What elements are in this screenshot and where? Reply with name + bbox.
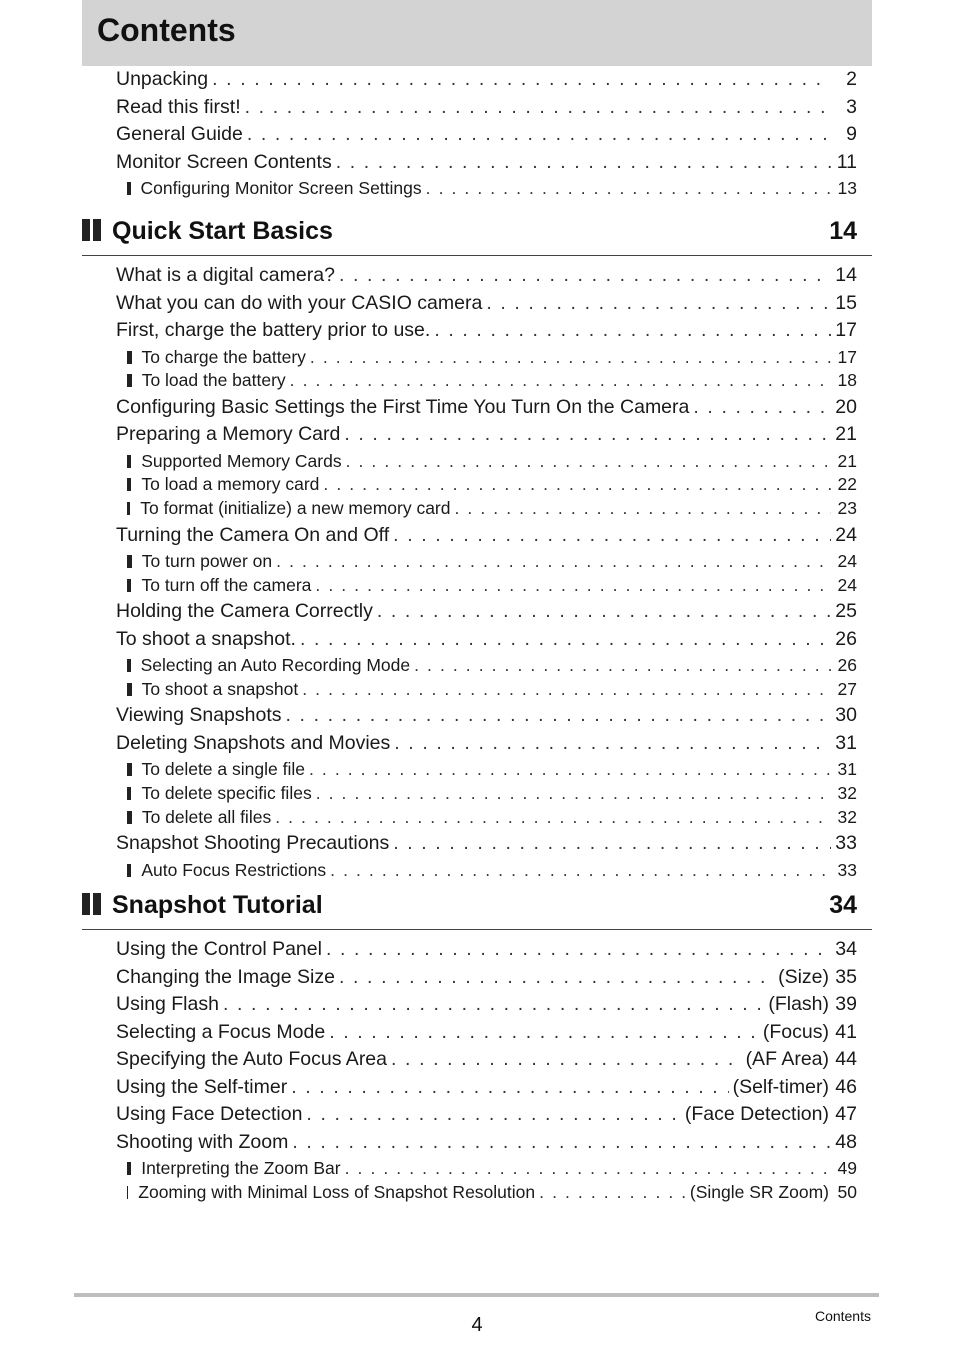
toc-entry-label: To turn power on: [141, 551, 273, 571]
toc-entry[interactable]: [116, 704, 857, 727]
toc-entry[interactable]: [116, 600, 857, 623]
toc-entry[interactable]: [127, 759, 857, 780]
toc-entry-page: 46: [835, 1075, 857, 1098]
toc-entry-label: Auto Focus Restrictions: [141, 859, 327, 880]
section-title: Snapshot Tutorial: [112, 891, 323, 919]
page-title: Contents: [97, 12, 236, 48]
toc-entry[interactable]: [127, 783, 857, 804]
toc-entry-label: Snapshot Shooting Precautions: [116, 832, 390, 855]
toc-entry[interactable]: [116, 151, 857, 174]
toc-entry[interactable]: [127, 1158, 857, 1179]
toc-entry-page: 26: [837, 655, 857, 676]
toc-entry[interactable]: [127, 474, 857, 495]
dot-leader: [339, 966, 774, 989]
toc-entry-page: 24: [837, 551, 857, 571]
toc-entry[interactable]: [127, 1182, 857, 1203]
toc-entry-label: To turn off the camera: [141, 574, 312, 595]
toc-entry[interactable]: [127, 655, 857, 676]
square-bullet-icon: [127, 1186, 128, 1199]
dot-leader: [315, 575, 831, 596]
dot-leader: [391, 1048, 742, 1071]
toc-entry-page: 49: [837, 1158, 857, 1178]
toc-entry-page: 24: [835, 523, 857, 546]
toc-entry-page: 31: [835, 731, 857, 754]
toc-entry-page: 9: [846, 123, 857, 145]
toc-entry-label: Selecting a Focus Mode: [116, 1020, 326, 1043]
square-bullet-icon: [127, 1162, 131, 1175]
dot-leader: [336, 151, 831, 174]
dot-leader: [323, 474, 831, 495]
dot-leader: [306, 1103, 680, 1126]
square-bullet-icon: [127, 864, 131, 877]
dot-leader: [346, 451, 831, 472]
toc-entry-page: 24: [837, 574, 857, 595]
toc-entry-label: Using Flash: [116, 993, 219, 1015]
toc-entry-label: Using the Control Panel: [116, 938, 322, 960]
toc-entry[interactable]: [116, 1076, 857, 1099]
toc-entry[interactable]: [116, 1131, 857, 1154]
dot-leader: [290, 370, 831, 391]
toc-entry-label: What is a digital camera?: [116, 264, 335, 286]
toc-entry-label: Turning the Camera On and Off: [116, 523, 390, 546]
toc-entry-label: To load a memory card: [141, 474, 320, 495]
toc-entry-page: 35: [835, 965, 857, 988]
toc-entry-page: 33: [835, 832, 857, 855]
toc-entry[interactable]: [127, 551, 857, 572]
toc-entry-page: 23: [837, 498, 857, 519]
toc-entry-page: 27: [837, 678, 857, 699]
toc-entry[interactable]: [116, 732, 857, 755]
toc-entry[interactable]: [127, 860, 857, 881]
square-bullet-icon: [127, 374, 132, 387]
toc-entry-label: Deleting Snapshots and Movies: [116, 731, 391, 754]
toc-entry[interactable]: [116, 96, 857, 119]
toc-entry-note: (Size): [778, 965, 829, 988]
toc-entry[interactable]: [116, 68, 857, 91]
toc-entry-page: 25: [835, 600, 857, 623]
toc-entry-page: 17: [835, 319, 857, 341]
toc-entry-note: (Flash): [768, 993, 829, 1015]
dot-leader: [414, 655, 831, 676]
square-bullet-icon: [127, 351, 132, 364]
toc-entry[interactable]: [127, 347, 857, 368]
toc-entry-page: 3: [846, 95, 857, 118]
toc-entry-note: (Face Detection): [684, 1103, 829, 1125]
dot-leader: [286, 704, 831, 727]
square-bullet-icon: [127, 763, 132, 776]
dot-leader: [426, 178, 831, 199]
dot-leader: [693, 396, 831, 419]
toc-entry[interactable]: [127, 451, 857, 472]
dot-leader: [300, 628, 831, 651]
square-bullet-icon: [127, 787, 131, 800]
footer-page-number: 4: [471, 1314, 483, 1336]
toc-entry[interactable]: [116, 123, 857, 146]
toc-entry-page: 48: [835, 1130, 857, 1153]
toc-entry-label: Specifying the Auto Focus Area: [116, 1048, 388, 1070]
square-bullet-icon: [127, 455, 131, 468]
toc-entry[interactable]: [127, 679, 857, 700]
dot-leader: [486, 292, 831, 315]
toc-entry[interactable]: [116, 832, 857, 855]
dot-leader: [276, 551, 831, 572]
square-bullet-icon: [127, 659, 131, 672]
toc-entry[interactable]: [116, 319, 857, 342]
toc-entry-page: 32: [837, 806, 857, 827]
toc-entry[interactable]: [127, 575, 857, 596]
dot-leader: [330, 860, 831, 881]
toc-entry-page: 13: [837, 178, 857, 198]
toc-entry[interactable]: [116, 966, 857, 989]
toc-entry-label: Using Face Detection: [116, 1103, 303, 1125]
toc-entry[interactable]: [116, 524, 857, 547]
toc-entry-label: Zooming with Minimal Loss of Snapshot Resolution: [138, 1181, 536, 1202]
toc-entry-note: (Single SR Zoom): [689, 1181, 829, 1202]
toc-entry-page: 20: [835, 395, 857, 418]
toc-entry-page: 15: [835, 291, 857, 314]
toc-entry-label: Shooting with Zoom: [116, 1130, 289, 1153]
dot-leader: [326, 938, 831, 961]
toc-entry[interactable]: [116, 1103, 857, 1126]
dot-leader: [275, 807, 831, 828]
toc-entry-label: Configuring Basic Settings the First Time You Turn On the Camera: [116, 395, 690, 418]
square-bullet-icon: [127, 579, 131, 592]
square-bullet-icon: [127, 555, 132, 568]
toc-entry-label: Holding the Camera Correctly: [116, 600, 373, 623]
toc-entry-page: 32: [837, 783, 857, 803]
section-heading[interactable]: [82, 219, 872, 256]
toc-entry-page: 21: [837, 450, 857, 471]
toc-entry[interactable]: [116, 1048, 857, 1071]
section-marker-icon: [82, 219, 102, 241]
dot-leader: [434, 319, 831, 342]
toc-entry-label: First, charge the battery prior to use.: [116, 319, 431, 341]
toc-entry-page: 2: [846, 68, 857, 90]
toc-entry-page: 39: [835, 993, 857, 1015]
toc-entry-label: To delete all files: [141, 806, 272, 827]
toc-entry[interactable]: [116, 292, 857, 315]
dot-leader: [339, 264, 831, 287]
toc-entry[interactable]: [116, 1021, 857, 1044]
section-heading[interactable]: [82, 893, 872, 930]
toc-entry[interactable]: [127, 498, 857, 519]
dot-leader: [394, 732, 831, 755]
toc-entry[interactable]: [116, 938, 857, 961]
toc-entry-label: Unpacking: [116, 68, 209, 90]
toc-entry[interactable]: [116, 264, 857, 287]
toc-entry-label: Monitor Screen Contents: [116, 150, 332, 173]
dot-leader: [329, 1021, 759, 1044]
toc-entry-page: 21: [835, 423, 857, 446]
toc-entry-page: 30: [835, 704, 857, 727]
toc-entry-label: To shoot a snapshot: [141, 678, 299, 699]
toc-entry-note: (AF Area): [745, 1048, 829, 1070]
dot-leader: [345, 1158, 831, 1179]
toc-entry-page: 33: [837, 859, 857, 880]
footer-divider: [74, 1293, 879, 1297]
toc-entry[interactable]: [116, 993, 857, 1016]
title-banner: [82, 0, 872, 66]
dot-leader: [316, 783, 831, 804]
toc-entry-label: Read this first!: [116, 95, 241, 118]
toc-entry-page: 11: [836, 150, 857, 173]
square-bullet-icon: [127, 182, 131, 195]
dot-leader: [247, 123, 831, 146]
dot-leader: [212, 68, 831, 91]
toc-entry-label: To format (initialize) a new memory card: [140, 498, 451, 519]
dot-leader: [302, 679, 831, 700]
dot-leader: [455, 498, 832, 519]
toc-entry-page: 31: [837, 759, 857, 780]
footer-section-name: Contents: [814, 1308, 871, 1324]
dot-leader: [377, 600, 831, 623]
dot-leader: [292, 1131, 831, 1154]
toc-entry-label: General Guide: [116, 123, 243, 145]
toc-entry-note: (Self-timer): [732, 1075, 829, 1098]
toc-entry[interactable]: [127, 807, 857, 828]
toc-entry[interactable]: [116, 423, 857, 446]
toc-entry-label: Configuring Monitor Screen Settings: [140, 178, 422, 198]
toc-entry-page: 44: [835, 1048, 857, 1070]
toc-entry-label: Supported Memory Cards: [141, 450, 342, 471]
section-page: 34: [829, 891, 857, 919]
toc-entry-label: To delete specific files: [141, 783, 312, 803]
square-bullet-icon: [127, 478, 131, 491]
square-bullet-icon: [127, 683, 132, 696]
dot-leader: [245, 96, 831, 119]
dot-leader: [344, 423, 831, 446]
toc-entry-label: To delete a single file: [141, 759, 305, 780]
dot-leader: [291, 1076, 728, 1099]
toc-entry-note: (Focus): [762, 1020, 829, 1043]
dot-leader: [393, 832, 831, 855]
toc-entry-label: Using the Self-timer: [116, 1075, 288, 1098]
toc-entry[interactable]: [127, 370, 857, 391]
toc-entry-label: Viewing Snapshots: [116, 704, 282, 727]
toc-entry-page: 17: [837, 346, 857, 367]
toc-entry[interactable]: [116, 396, 857, 419]
section-title: Quick Start Basics: [112, 217, 333, 245]
toc-entry-page: 26: [835, 627, 857, 650]
toc-entry-page: 41: [835, 1020, 857, 1043]
section-marker-icon: [82, 893, 102, 915]
section-page: 14: [829, 217, 857, 245]
square-bullet-icon: [127, 811, 132, 824]
toc-entry-label: Preparing a Memory Card: [116, 423, 341, 446]
toc-entry-page: 47: [835, 1103, 857, 1125]
square-bullet-icon: [127, 502, 130, 515]
dot-leader: [310, 347, 831, 368]
dot-leader: [539, 1182, 686, 1203]
toc-entry-page: 14: [835, 264, 857, 286]
toc-entry-label: Selecting an Auto Recording Mode: [140, 655, 411, 676]
dot-leader: [393, 524, 831, 547]
toc-entry-label: Interpreting the Zoom Bar: [141, 1158, 341, 1178]
toc-entry-label: Changing the Image Size: [116, 965, 335, 988]
toc-entry[interactable]: [116, 628, 857, 651]
toc-entry-page: 18: [837, 370, 857, 391]
toc-entry[interactable]: [127, 178, 857, 199]
toc-entry-label: To load the battery: [141, 370, 286, 391]
toc-entry-page: 50: [837, 1181, 857, 1202]
toc-entry-label: What you can do with your CASIO camera: [116, 291, 483, 314]
toc-entry-label: To charge the battery: [141, 346, 306, 367]
dot-leader: [309, 759, 831, 780]
toc-entry-page: 34: [835, 938, 857, 960]
toc-entry-page: 22: [837, 474, 857, 495]
dot-leader: [223, 993, 764, 1016]
toc-entry-label: To shoot a snapshot.: [116, 627, 296, 650]
